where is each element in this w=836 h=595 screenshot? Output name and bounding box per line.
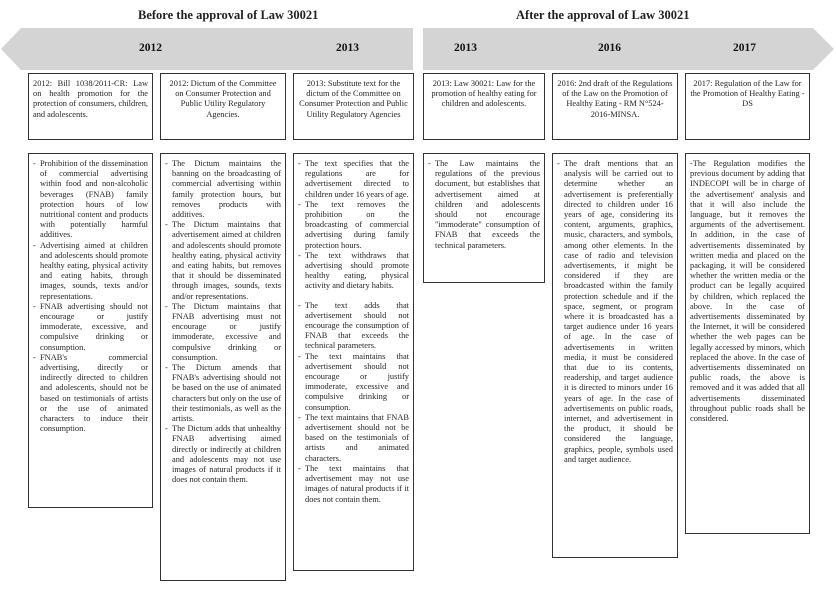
year-2013-b: 2013 xyxy=(454,42,477,54)
title-box-2016-draft xyxy=(552,73,678,140)
year-2013-a: 2013 xyxy=(336,42,359,54)
content-item: - The text maintains that advertisement may not use images of natural products if it does not contain them. xyxy=(298,464,409,505)
year-2017: 2017 xyxy=(733,42,756,54)
content-item: - FNAB's commercial advertising, directly or indirectly directed to children and adolescents, should not be based on testimonials of artists or the use of animated characters to induce their consumption. xyxy=(33,353,148,435)
title-text-2013-substitute: 2013: Substitute text for the dictum of the Committee on Consumer Protection and Public Utility Regulatory Agencies xyxy=(299,79,408,119)
content-box-2012-bill xyxy=(28,153,153,508)
title-box-2013-substitute xyxy=(293,73,414,140)
content-item: - The text specifies that the regulations are for advertisement directed to children under 16 years of age. xyxy=(298,159,409,200)
content-item: - The text withdraws that advertising should promote healthy eating, physical activity and dietary habits. xyxy=(298,251,409,292)
timeline-arrow xyxy=(0,28,836,70)
content-box-2017-regulation xyxy=(685,153,810,534)
timeline-band-after xyxy=(423,28,834,70)
content-item: - The text maintains that advertisement should not encourage or justify immoderate, excessive and compulsive drinking or consumption. xyxy=(298,352,409,413)
year-2012: 2012 xyxy=(139,42,162,54)
content-box-2013-law xyxy=(423,153,545,283)
content-item: - The Law maintains the regulations of the previous document, but establishes that advertisement aimed at children and adolescents should not encourage "immoderate" consumption of FNAB that exceeds the technical parameters. xyxy=(428,159,540,251)
title-box-2013-law xyxy=(423,73,545,140)
content-item: - Prohibition of the dissemination of commercial advertising within food and non-alcoholic beverages (FNAB) family protection hours of low nutritional content and products with potentially harmful additives. xyxy=(33,159,148,241)
period-before-label: Before the approval of Law 30021 xyxy=(138,8,319,22)
title-box-2012-bill xyxy=(28,73,153,140)
content-item: - FNAB advertising should not encourage or justify immoderate, excessive, and compulsive drinking or consumption. xyxy=(33,302,148,353)
title-box-2012-dictum xyxy=(160,73,286,140)
content-item: - The draft mentions that an analysis will be carried out to determine whether an advertisement is preferentially directed to children under 16 years of age, considering its content, arguments, graphics, music, characters, and symbols, among other elements. In the case of radio and television advertisements, it might be considered if they are broadcasted within the family protection schedule and if the space, segment, or program where it is broadcasted has a target audience under 16 years of age. In the case of advertisements in written media, it must be considered that due to its contents, readership, and target audience it is directed to minors under 16 years of age. In the case of advertisements on public roads, internet, and advertisement in the product, it should be considered the language, graphics, people, symbols used and target audience. xyxy=(557,159,673,465)
content-item: - The text maintains that FNAB advertisement should not be based on the testimonials of artists and animated characters. xyxy=(298,413,409,464)
content-box-2013-substitute xyxy=(293,153,414,571)
content-item: - The Dictum maintains the banning on the broadcasting of commercial advertising within family protection hours, but removes products with additives. xyxy=(165,159,281,220)
title-text-2012-dictum: 2012: Dictum of the Committee on Consumer Protection and Public Utility Regulatory Agencies. xyxy=(169,79,277,119)
title-box-2017-regulation xyxy=(685,73,810,140)
title-text-2017-regulation: 2017: Regulation of the Law for the Promotion of Healthy Eating - DS xyxy=(690,79,805,109)
period-after-label: After the approval of Law 30021 xyxy=(516,8,690,22)
content-item: - The text removes the prohibition on the broadcasting of commercial advertising during family protection hours. xyxy=(298,200,409,251)
content-item: - The Dictum adds that unhealthy FNAB advertising aimed directly or indirectly at children and adolescents may not use images of natural products if it does not contain them. xyxy=(165,424,281,485)
year-2016: 2016 xyxy=(598,42,621,54)
content-item: -The Regulation modifies the previous document by adding that INDECOPI will be in charge of the advertisement' analysis and that it will also include the language, but it removes the arguments of the advertisement. In addition, in the case of advertisements disseminated by written media and placed on the packaging, it will be considered whether the written media or the product can be legally acquired by children, which replaced the above. In the case of advertisements disseminated by the Internet, it will be considered whether the web pages can be legally accessed by minors, which replaced the above. In the case of advertisements disseminated on public roads, the above is removed and it was added that all advertisements disseminated throughout public roads shall be considered. xyxy=(690,159,805,424)
content-item: - The Dictum maintains that advertisement aimed at children and adolescents should promote healthy eating, physical activity and eating habits, but removes that it should be disseminated through images, sounds, texts and/or representations. xyxy=(165,220,281,302)
content-box-2016-draft xyxy=(552,153,678,558)
title-text-2013-law: 2013: Law 30021: Law for the promotion of healthy eating for children and adolescents. xyxy=(431,79,537,109)
content-item: - The Dictum maintains that FNAB advertising must not encourage or justify immoderate, excessive and compulsive drinking or consumption. xyxy=(165,302,281,363)
content-item: - The Dictum amends that FNAB's advertising should not be based on the use of animated characters but only on the use of their testimonials, as well as the artists. xyxy=(165,363,281,424)
content-item: - Advertising aimed at children and adolescents should promote healthy eating, physical activity and eating habits, through images, sounds, texts and/or representations. xyxy=(33,241,148,302)
title-text-2012-bill: 2012: Bill 1038/2011-CR: Law on health promotion for the protection of consumers, children, and adolescents. xyxy=(33,79,148,119)
content-box-2012-dictum xyxy=(160,153,286,581)
title-text-2016-draft: 2016: 2nd draft of the Regulations of the Law on the Promotion of Healthy Eating - RM N°524-2016-MINSA. xyxy=(557,79,673,119)
content-item: - The text adds that advertisement should not encourage the consumption of FNAB that exceeds the technical parameters. xyxy=(298,301,409,352)
